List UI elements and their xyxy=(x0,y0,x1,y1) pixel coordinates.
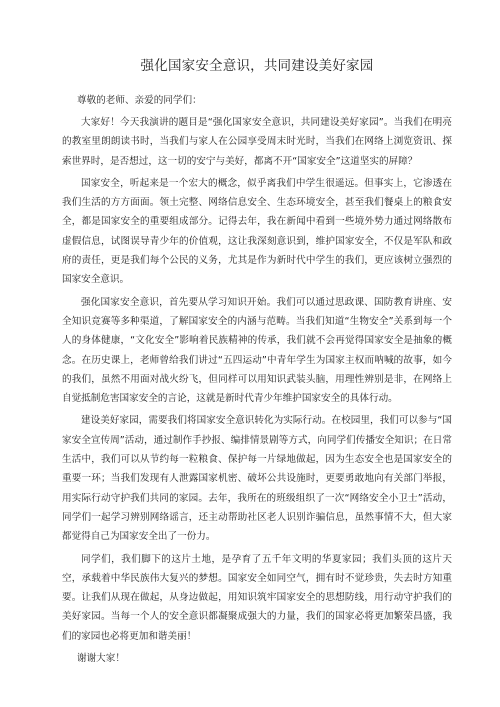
paragraph-5: 同学们，我们脚下的这片土地，是孕育了五千年文明的华夏家园；我们头顶的这片天空，承载着中华民族伟大复兴的梦想。国家安全如同空气，拥有时不觉珍贵，失去时方知重要。让我们从现在做起，从身边做起，用知识筑牢国家安全的思想防线，用行动守护我们的美好家园。当每一个人的安全意识都凝聚成强大的力量，我们的国家必将更加繁荣昌盛，我们的家园也必将更加和谐美丽！ xyxy=(62,553,452,642)
closing-line: 谢谢大家！ xyxy=(77,653,125,665)
paragraph-2: 国家安全，听起来是一个宏大的概念，似乎离我们中学生很遥远。但事实上，它渗透在我们生活的方方面面。领土完整、网络信息安全、生态环境安全，甚至我们餐桌上的粮食安全，都是国家安全的重要组成部分。记得去年，我在新闻中看到一些境外势力通过网络散布虚假信息，试图误导青少年的价值观，这让我深刻意识到，维护国家安全，不仅是军队和政府的责任，更是我们每个公民的义务，尤其是作为新时代中学生的我们，更应该树立强烈的国家安全意识。 xyxy=(62,177,452,286)
paragraph-4: 建设美好家园，需要我们将国家安全意识转化为实际行动。在校园里，我们可以参与“国家安全宣传周”活动，通过制作手抄报、编排情景剧等方式，向同学们传播安全知识；在日常生活中，我们可以从节约每一粒粮食、保护每一片绿地做起，因为生态安全也是国家安全的重要一环；当我们发现有人泄露国家机密、破坏公共设施时，更要勇敢地向有关部门举报，用实际行动守护我们共同的家园。去年，我所在的班级组织了一次“网络安全小卫士”活动，同学们一起学习辨别网络谣言，还主动帮助社区老人识别诈骗信息，虽然事情不大，但大家都觉得自己为国家安全出了一份力。 xyxy=(62,415,452,543)
salutation: 尊敬的老师、亲爱的同学们： xyxy=(77,95,202,106)
paragraph-3: 强化国家安全意识，首先要从学习知识开始。我们可以通过思政课、国防教育讲座、安全知识竞赛等多种渠道，了解国家安全的内涵与范畴。当我们知道“生物安全”关系到每一个人的身体健康，“文化安全”影响着民族精神的传承，我们就不会再觉得国家安全是抽象的概念。在历史课上，老师曾给我们讲过“五四运动”中青年学生为国家主权而呐喊的故事，如今的我们，虽然不用面对战火纷飞，但同样可以用知识武装头脑，用理性辨别是非，在网络上自觉抵制危害国家安全的言论，这就是新时代青少年维护国家安全的具体行动。 xyxy=(62,296,452,405)
document-title: 强化国家安全意识，共同建设美好家园 xyxy=(140,58,374,74)
paragraph-1: 大家好！今天我演讲的题目是“强化国家安全意识，共同建设美好家园”。当我们在明亮的教室里朗朗读书时，当我们与家人在公园享受周末时光时，当我们在网络上浏览资讯、探索世界时，是否想过，这一切的安宁与美好，都离不开“国家安全”这道坚实的屏障？ xyxy=(62,117,452,167)
